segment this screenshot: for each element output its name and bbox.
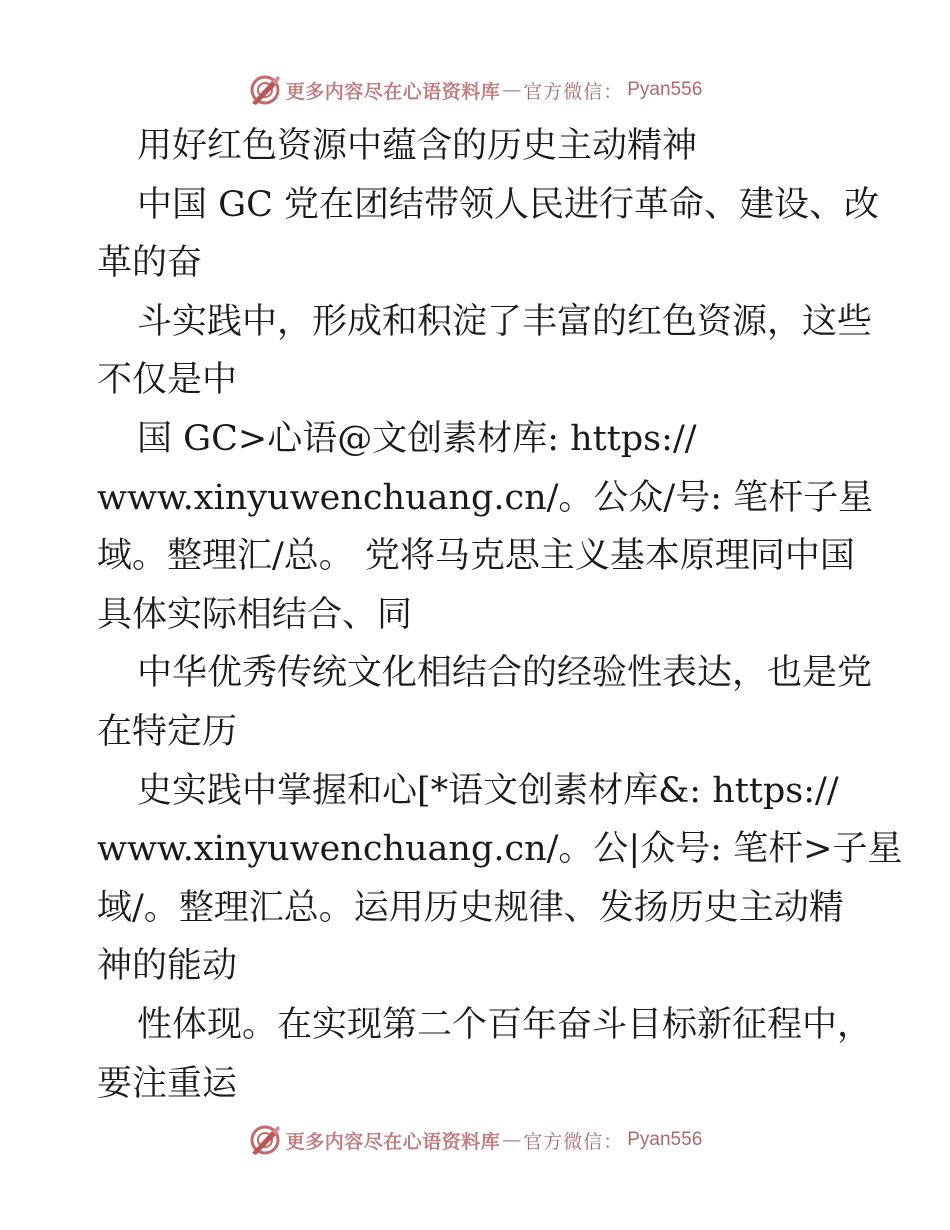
text-line: 域。整理汇/总。 党将马克思主义基本原理同中国 — [97, 536, 855, 577]
text-line: www.xinyuwenchuang.cn/。公|众号: 笔杆>子星 — [97, 829, 903, 870]
text-line: 中国 GC 党在团结带领人民进行革命、建设、改 — [137, 184, 879, 225]
document-body — [97, 117, 903, 1113]
document-title: 用好红色资源中蕴含的历史主动精神 — [137, 126, 698, 166]
text-line: 国 GC>心语@文创素材库: https:// — [137, 418, 697, 459]
text-line: 斗实践中，形成和积淀了丰富的红色资源，这些 — [137, 301, 873, 342]
pen-logo-icon — [248, 1123, 282, 1157]
footer-banner — [0, 1120, 950, 1160]
pen-logo-icon — [248, 73, 282, 107]
text-line: 中华优秀传统文化相结合的经验性表达，也是党 — [137, 653, 873, 694]
text-line: 具体实际相结合、同 — [97, 594, 413, 635]
banner-main-text: 更多内容尽在心语资料库 — [285, 80, 501, 103]
banner-dash: — — [502, 79, 522, 101]
text-line: 史实践中掌握和心[*语文创素材库&: https:// — [137, 770, 839, 811]
text-line: www.xinyuwenchuang.cn/。公众/号: 笔杆子星 — [97, 477, 874, 518]
banner-wechat-id: Pyan556 — [627, 79, 703, 100]
banner-wechat-id: Pyan556 — [627, 1129, 703, 1150]
header-banner — [0, 70, 950, 110]
text-line: 要注重运 — [97, 1063, 238, 1104]
text-line: 域/。整理汇总。运用历史规律、发扬历史主动精 — [97, 887, 844, 928]
text-line: 革的奋 — [97, 243, 203, 284]
text-line: 神的能动 — [97, 946, 238, 987]
banner-wechat-label: 官方微信： — [523, 80, 624, 103]
banner-wechat-label: 官方微信： — [523, 1130, 624, 1153]
text-line: 在特定历 — [97, 711, 238, 752]
text-line: 不仅是中 — [97, 360, 238, 401]
banner-main-text: 更多内容尽在心语资料库 — [285, 1130, 501, 1153]
banner-dash: — — [502, 1129, 522, 1151]
text-line: 性体现。在实现第二个百年奋斗目标新征程中， — [137, 1004, 873, 1045]
